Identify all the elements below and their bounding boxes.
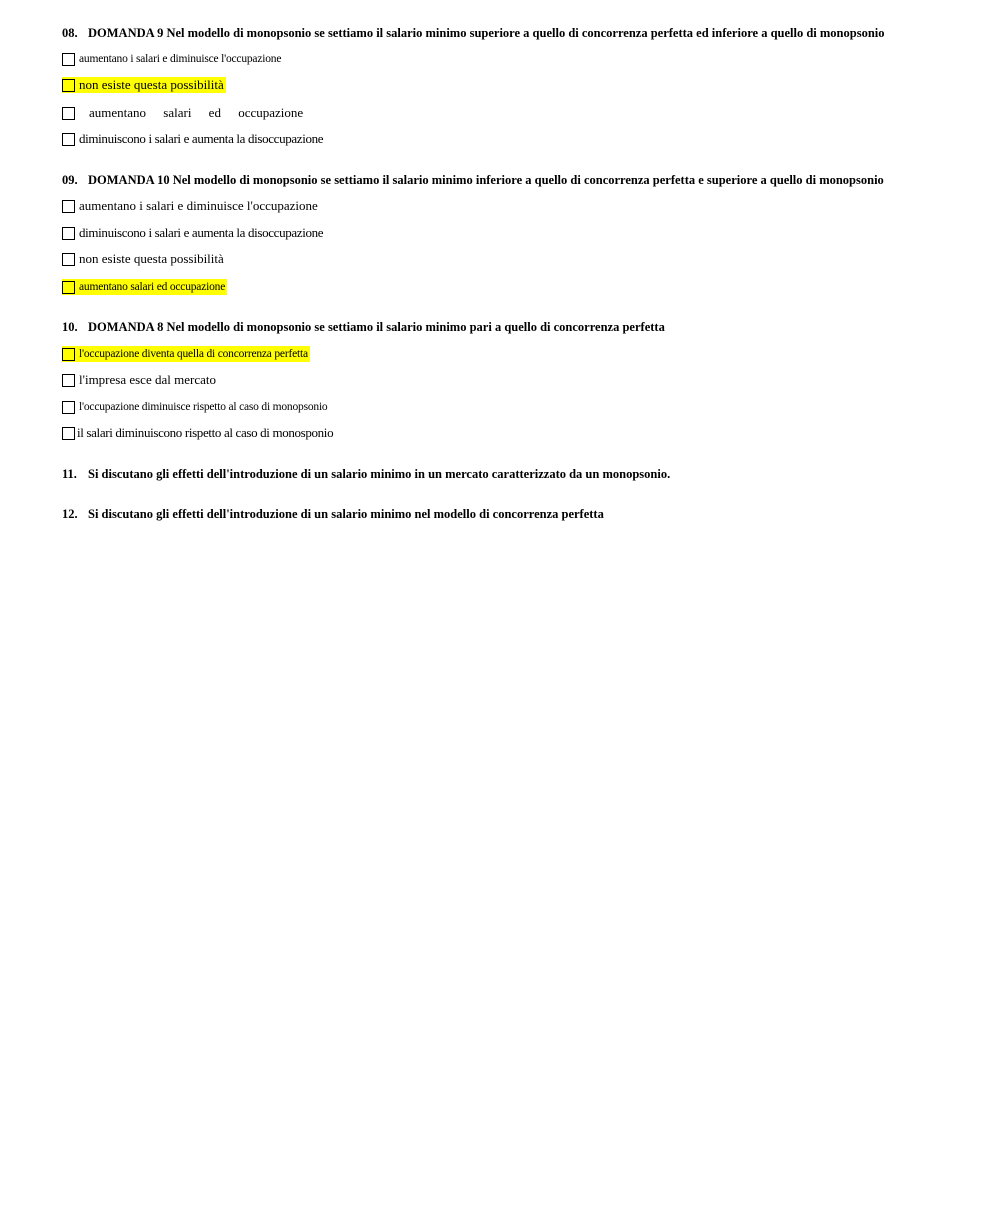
option-label: diminuiscono i salari e aumenta la disoccupazione bbox=[79, 131, 324, 146]
question-number: 11. bbox=[62, 467, 77, 481]
checkbox[interactable] bbox=[62, 427, 75, 440]
checkbox[interactable] bbox=[62, 227, 75, 240]
answer-option[interactable] bbox=[62, 225, 323, 241]
question-text: Si discutano gli effetti dell'introduzione di un salario minimo nel modello di concorrenza perfetta bbox=[88, 507, 604, 521]
answer-option[interactable] bbox=[62, 399, 328, 415]
option-label: diminuiscono i salari e aumenta la disoccupazione bbox=[79, 225, 324, 240]
checkbox[interactable] bbox=[62, 200, 75, 213]
checkbox[interactable] bbox=[62, 107, 75, 120]
checkbox-checked[interactable] bbox=[62, 348, 75, 361]
question-09 bbox=[62, 172, 884, 188]
checkbox[interactable] bbox=[62, 374, 75, 387]
checkbox[interactable] bbox=[62, 253, 75, 266]
answer-option[interactable] bbox=[62, 131, 323, 147]
question-text: DOMANDA 10 Nel modello di monopsonio se settiamo il salario minimo inferiore a quello di concorrenza perfetta e superiore a quello di monopsonio bbox=[88, 173, 884, 187]
answer-option-selected[interactable] bbox=[62, 77, 226, 93]
option-label: il salari diminuiscono rispetto al caso di monosponio bbox=[77, 425, 334, 440]
option-label: l'occupazione diventa quella di concorrenza perfetta bbox=[79, 348, 308, 360]
answer-option[interactable] bbox=[62, 425, 333, 441]
question-text: DOMANDA 8 Nel modello di monopsonio se settiamo il salario minimo pari a quello di concorrenza perfetta bbox=[88, 320, 665, 334]
question-number: 10. bbox=[62, 320, 78, 334]
question-text: Si discutano gli effetti dell'introduzione di un salario minimo in un mercato caratterizzato da un monopsonio. bbox=[88, 467, 671, 481]
highlight bbox=[62, 346, 310, 362]
option-label: aumentano i salari e diminuisce l'occupazione bbox=[79, 198, 318, 213]
option-label: aumentano salari ed occupazione bbox=[89, 105, 304, 120]
answer-option[interactable] bbox=[62, 198, 318, 214]
option-label: aumentano salari ed occupazione bbox=[79, 281, 226, 293]
option-label: aumentano i salari e diminuisce l'occupazione bbox=[79, 53, 282, 65]
question-11 bbox=[62, 466, 670, 482]
answer-option-selected[interactable] bbox=[62, 279, 227, 295]
highlight bbox=[62, 77, 226, 93]
answer-option[interactable] bbox=[62, 51, 281, 67]
question-10 bbox=[62, 319, 665, 335]
checkbox[interactable] bbox=[62, 401, 75, 414]
answer-option[interactable] bbox=[62, 251, 224, 267]
checkbox-checked[interactable] bbox=[62, 79, 75, 92]
question-08 bbox=[62, 25, 885, 41]
question-12 bbox=[62, 506, 604, 522]
question-number: 09. bbox=[62, 173, 78, 187]
question-number: 08. bbox=[62, 26, 78, 40]
checkbox[interactable] bbox=[62, 53, 75, 66]
question-text: DOMANDA 9 Nel modello di monopsonio se settiamo il salario minimo superiore a quello di concorrenza perfetta ed inferiore a quello di monopsonio bbox=[88, 26, 885, 40]
answer-option[interactable] bbox=[62, 372, 216, 388]
option-label: l'impresa esce dal mercato bbox=[79, 372, 216, 387]
highlight bbox=[62, 279, 227, 295]
answer-option-selected[interactable] bbox=[62, 346, 310, 362]
checkbox[interactable] bbox=[62, 133, 75, 146]
checkbox-checked[interactable] bbox=[62, 281, 75, 294]
option-label: non esiste questa possibilità bbox=[79, 251, 224, 266]
option-label: l'occupazione diminuisce rispetto al caso di monopsonio bbox=[79, 401, 328, 413]
question-number: 12. bbox=[62, 507, 78, 521]
option-label: non esiste questa possibilità bbox=[79, 77, 224, 92]
answer-option[interactable] bbox=[62, 105, 303, 121]
